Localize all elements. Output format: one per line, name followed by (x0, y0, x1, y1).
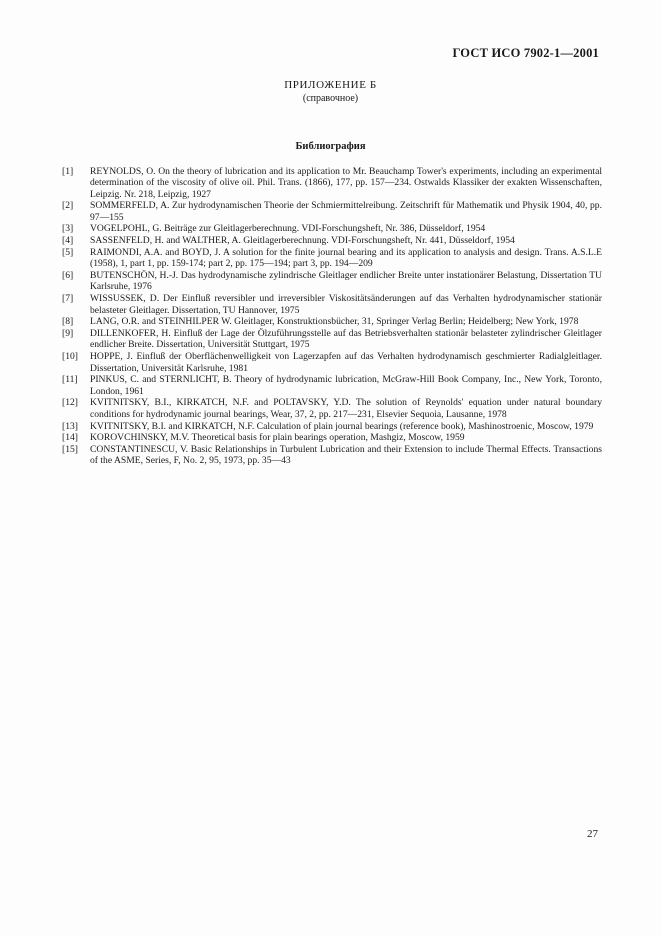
entry-number: [6] (62, 270, 74, 282)
entry-text: DILLENKOFER, H. Einfluß der Lage der Ölzuführungsstelle auf das Betriebsverhalten stationär belasteter zylindrischer Gleitlager endlicher Breite. Dissertation, Universität Stuttgart, 1975 (90, 328, 602, 351)
entry-text: BUTENSCHÖN, H.-J. Das hydrodynamische zylindrische Gleitlager endlicher Breite unter instationärer Belastung, Dissertation TU Karlsruhe, 1976 (90, 270, 602, 293)
bibliography-entry (62, 316, 602, 327)
entry-number: [4] (62, 235, 74, 247)
standard-code-header: ГОСТ ИСО 7902-1—2001 (452, 46, 599, 60)
entry-number: [11] (62, 374, 78, 386)
bibliography-list (62, 166, 602, 467)
entry-text: KVITNITSKY, B.I. and KIRKATCH, N.F. Calculation of plain journal bearings (reference book), Mashinostroenic, Moscow, 1979 (90, 420, 594, 432)
entry-number: [2] (62, 200, 74, 212)
entry-text: CONSTANTINESCU, V. Basic Relationships in Turbulent Lubrication and their Extension to include Thermal Effects. Transactions of the ASME, Series, F, No. 2, 95, 1973, pp. 35—43 (90, 444, 602, 467)
entry-text: KVITNITSKY, B.I., KIRKATCH, N.F. and POLTAVSKY, Y.D. The solution of Reynolds' equation under natural boundary conditions for hydrodynamic journal bearings, Wear, 37, 2, pp. 217—231, Elsevier Sequoia, Lausanne, 1978 (90, 397, 602, 420)
entry-text: REYNOLDS, O. On the theory of lubrication and its application to Mr. Beauchamp Tower's experiments, including an experimental determination of the viscosity of olive oil. Phil. Trans. (1866), 177, pp. 157—234. Ostwalds Klassiker der exakten Wissenschaften, Leipzig. Nr. 218, Leipzig, 1927 (90, 166, 602, 200)
entry-number: [10] (62, 351, 78, 363)
bibliography-entry (62, 223, 602, 234)
entry-number: [15] (62, 444, 78, 456)
entry-number: [1] (62, 166, 74, 177)
bibliography-entry (62, 432, 602, 443)
appendix-title: ПРИЛОЖЕНИЕ Б (284, 79, 377, 91)
entry-text: VOGELPOHL, G. Beiträge zur Gleitlagerberechnung. VDI-Forschungsheft, Nr. 386, Düsseldorf, 1954 (90, 223, 486, 235)
bibliography-entry (62, 328, 602, 351)
bibliography-entry (62, 293, 602, 316)
bibliography-heading: Библиография (295, 141, 366, 152)
bibliography-entry (62, 166, 602, 200)
entry-text: HOPPE, J. Einfluß der Oberflächenwelligkeit von Lagerzapfen auf das Verhalten hydrodynamisch geschmierter Radialgleitlager. Dissertation, Universität Karlsruhe, 1981 (90, 351, 602, 374)
bibliography-entry (62, 374, 602, 397)
entry-number: [8] (62, 316, 74, 328)
bibliography-entry (62, 247, 602, 270)
bibliography-entry (62, 397, 602, 420)
entry-text: PINKUS, C. and STERNLICHT, B. Theory of hydrodynamic lubrication, McGraw-Hill Book Company, Inc., New York, Toronto, London, 1961 (90, 374, 602, 397)
bibliography-entry (62, 351, 602, 374)
appendix-subtitle: (справочное) (302, 93, 359, 104)
entry-number: [14] (62, 432, 78, 444)
entry-number: [13] (62, 420, 78, 432)
entry-number: [12] (62, 397, 78, 409)
entry-number: [5] (62, 247, 74, 259)
entry-text: WISSUSSEK, D. Der Einfluß reversibler und irreversibler Viskositätsänderungen auf das Verhalten hydrodynamischer stationär belasteter Gleitlager. Dissertation, TU Hannover, 1975 (90, 293, 602, 316)
bibliography-entry (62, 235, 602, 246)
bibliography-entry (62, 200, 602, 223)
entry-number: [7] (62, 293, 74, 305)
entry-text: RAIMONDI, A.A. and BOYD, J. A solution for the finite journal bearing and its application to analysis and design. Trans. A.S.L.E (1958), 1, part 1, pp. 159-174; part 2, pp. 175—194; part 3, pp. 194—209 (90, 247, 602, 270)
entry-text: LANG, O.R. and STEINHILPER W. Gleitlager, Konstruktionsbücher, 31, Springer Verlag Berlin; Heidelberg; New York, 1978 (90, 316, 579, 328)
bibliography-entry (62, 444, 602, 467)
entry-text: SASSENFELD, H. and WALTHER, A. Gleitlagerberechnung. VDI-Forschungsheft, Nr. 441, Düsseldorf, 1954 (90, 235, 515, 247)
bibliography-entry (62, 270, 602, 293)
page-number: 27 (587, 828, 598, 840)
entry-text: KOROVCHINSKY, M.V. Theoretical basis for plain bearings operation, Mashgiz, Moscow, 1959 (90, 432, 465, 444)
entry-text: SOMMERFELD, A. Zur hydrodynamischen Theorie der Schmiermittelreibung. Zeitschrift für Mathematik und Physik 1904, 40, pp. 97—155 (90, 200, 602, 223)
entry-number: [9] (62, 328, 74, 340)
bibliography-entry (62, 421, 602, 432)
entry-number: [3] (62, 223, 74, 235)
